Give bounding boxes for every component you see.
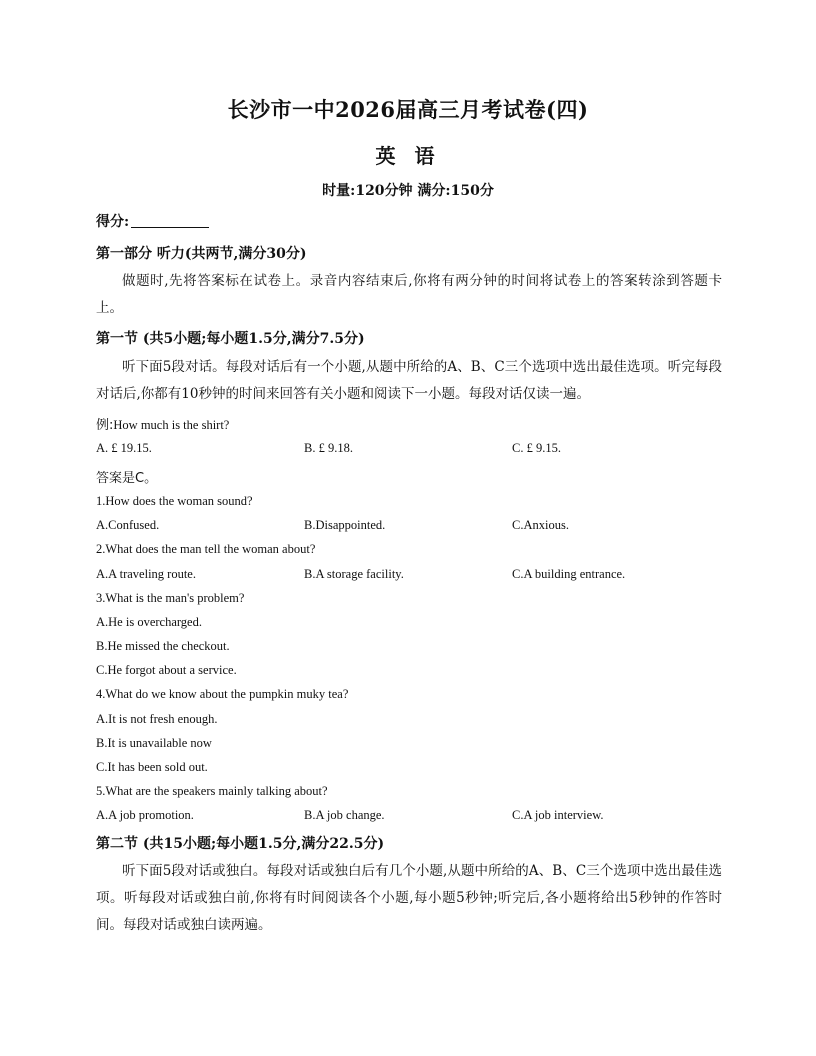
question-5-option-b: B.A job change. bbox=[304, 808, 385, 822]
question-4-option-a: A.It is not fresh enough. bbox=[96, 712, 218, 726]
section2-heading: 第二节 (共15小题;每小题1.5分,满分22.5分) bbox=[96, 836, 385, 852]
question-2: 2.What does the man tell the woman about? bbox=[96, 542, 316, 556]
question-4-option-c: C.It has been sold out. bbox=[96, 760, 208, 774]
score-label: 得分: bbox=[96, 214, 130, 230]
question-3-option-b: B.He missed the checkout. bbox=[96, 639, 230, 653]
example-answer: 答案是C。 bbox=[96, 471, 158, 486]
question-2-option-a: A.A traveling route. bbox=[96, 567, 196, 581]
score-blank[interactable] bbox=[131, 213, 209, 228]
section1-instructions: 听下面5段对话。每段对话后有一个小题,从题中所给的A、B、C三个选项中选出最佳选项。听完每段对话后,你都有10秒钟的时间来回答有关小题和阅读下一小题。每段对话仅读一遍。 bbox=[96, 359, 722, 402]
section1-heading: 第一节 (共5小题;每小题1.5分,满分7.5分) bbox=[96, 331, 365, 347]
score-field bbox=[96, 211, 209, 231]
question-1-option-a: A.Confused. bbox=[96, 518, 160, 532]
example-question-text: How much is the shirt? bbox=[113, 418, 230, 432]
time-and-score: 时量:120分钟 满分:150分 bbox=[322, 183, 494, 199]
question-2-option-c: C.A building entrance. bbox=[512, 567, 626, 581]
question-4: 4.What do we know about the pumpkin muky tea? bbox=[96, 687, 349, 701]
question-5-option-a: A.A job promotion. bbox=[96, 808, 194, 822]
part1-instructions: 做题时,先将答案标在试卷上。录音内容结束后,你将有两分钟的时间将试卷上的答案转涂到答题卡上。 bbox=[96, 273, 722, 316]
example-option-b: B. £ 9.18. bbox=[304, 441, 353, 455]
question-3: 3.What is the man's problem? bbox=[96, 591, 245, 605]
question-1-option-b: B.Disappointed. bbox=[304, 518, 386, 532]
question-1: 1.How does the woman sound? bbox=[96, 494, 253, 508]
question-4-option-b: B.It is unavailable now bbox=[96, 736, 212, 750]
example-question bbox=[96, 414, 229, 433]
example-option-c: C. £ 9.15. bbox=[512, 441, 561, 455]
question-3-option-a: A.He is overcharged. bbox=[96, 615, 202, 629]
question-3-option-c: C.He forgot about a service. bbox=[96, 663, 237, 677]
question-5-option-c: C.A job interview. bbox=[512, 808, 604, 822]
question-1-option-c: C.Anxious. bbox=[512, 518, 569, 532]
section2-instructions: 听下面5段对话或独白。每段对话或独白后有几个小题,从题中所给的A、B、C三个选项中选出最佳选项。听每段对话或独白前,你将有时间阅读各个小题,每小题5秒钟;听完后,各小题将给出5秒钟的作答时间。每段对话或独白读两遍。 bbox=[96, 863, 722, 933]
exam-title: 长沙市一中2026届高三月考试卷(四) bbox=[227, 97, 589, 122]
example-option-a: A. £ 19.15. bbox=[96, 441, 152, 455]
subject-title: 英 语 bbox=[375, 144, 441, 168]
question-2-option-b: B.A storage facility. bbox=[304, 567, 404, 581]
example-prefix: 例: bbox=[96, 418, 114, 433]
part1-heading: 第一部分 听力(共两节,满分30分) bbox=[96, 246, 307, 262]
question-5: 5.What are the speakers mainly talking about? bbox=[96, 784, 328, 798]
